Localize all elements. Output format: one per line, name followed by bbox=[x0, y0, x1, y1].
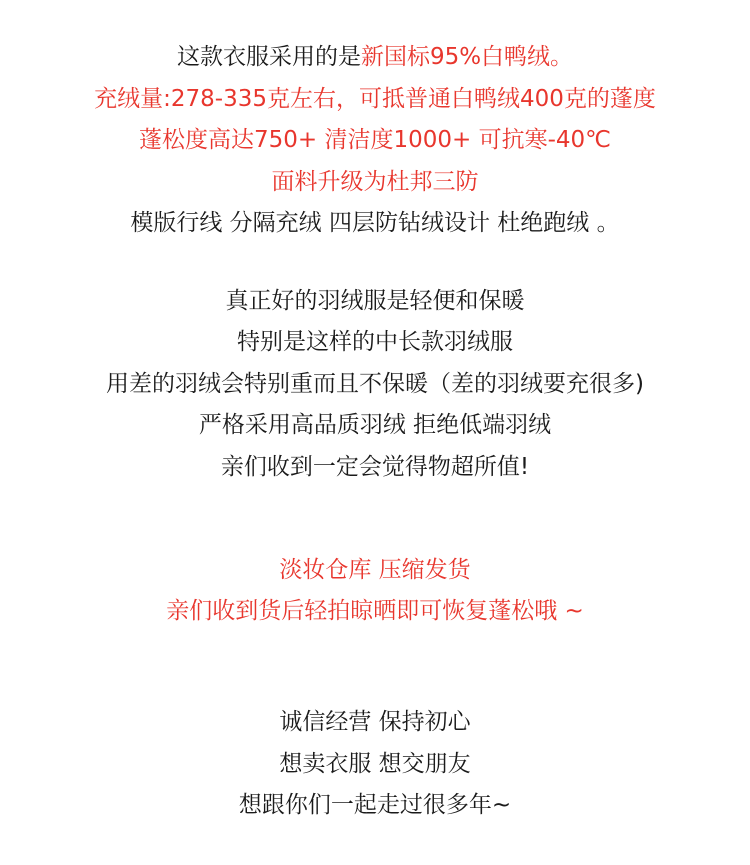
intro-text: 这款衣服采用的是 bbox=[176, 44, 361, 70]
closing-line-3: 想跟你们一起走过很多年~ bbox=[238, 792, 512, 818]
shipping-line-2: 亲们收到货后轻拍晾晒即可恢复蓬松哦 ~ bbox=[166, 598, 584, 624]
down-standard-highlight: 新国标95%白鸭绒。 bbox=[360, 44, 574, 70]
closing-line-1: 诚信经营 保持初心 bbox=[279, 709, 471, 735]
shipping-line-1: 淡妆仓库 压缩发货 bbox=[279, 557, 471, 583]
fill-weight-line: 充绒量:278-335克左右，可抵普通白鸭绒400克的蓬度 bbox=[94, 86, 656, 112]
quality-line-4: 严格采用高品质羽绒 拒绝低端羽绒 bbox=[198, 412, 552, 438]
fabric-line: 面料升级为杜邦三防 bbox=[271, 169, 479, 195]
quality-line-2: 特别是这样的中长款羽绒服 bbox=[237, 329, 513, 355]
craft-line: 模版行线 分隔充绒 四层防钻绒设计 杜绝跑绒 。 bbox=[130, 210, 620, 236]
closing-line-2: 想卖衣服 想交朋友 bbox=[279, 751, 471, 777]
intro-line bbox=[0, 42, 750, 72]
quality-line-1: 真正好的羽绒服是轻便和保暖 bbox=[225, 288, 525, 314]
quality-line-5: 亲们收到一定会觉得物超所值! bbox=[220, 454, 530, 480]
fill-power-line: 蓬松度高达750+ 清洁度1000+ 可抗寒-40℃ bbox=[139, 127, 611, 153]
quality-line-3: 用差的羽绒会特别重而且不保暖（差的羽绒要充很多) bbox=[106, 371, 644, 397]
